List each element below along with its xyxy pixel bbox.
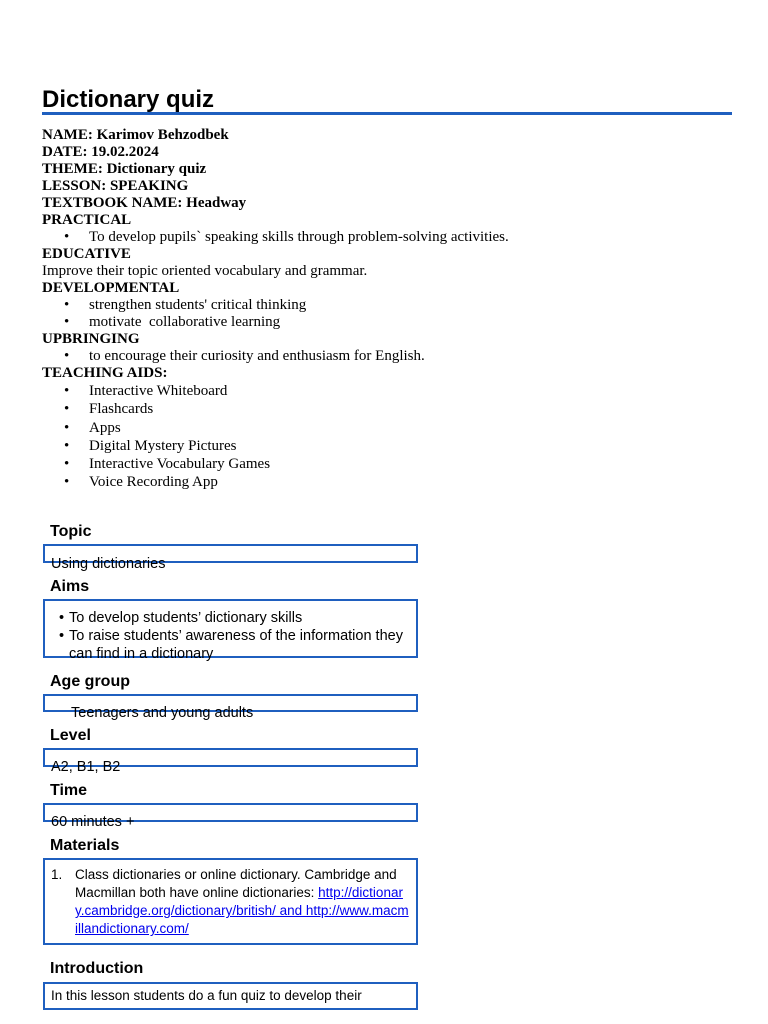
- educative-text: Improve their topic oriented vocabulary and grammar.: [42, 263, 368, 279]
- topic-label: Topic: [50, 523, 92, 540]
- list-number: 1.: [51, 867, 63, 882]
- list-item: • motivate collaborative learning: [89, 314, 732, 331]
- list-item: • strengthen students' critical thinking: [89, 297, 732, 314]
- age-group-box: [43, 694, 418, 721]
- introduction-text: In this lesson students do a fun quiz to develop their: [51, 988, 362, 1003]
- lesson-info: [42, 127, 732, 492]
- practical-heading: PRACTICAL: [42, 212, 132, 228]
- textbook-line: TEXTBOOK NAME: Headway: [42, 195, 247, 211]
- list-item: • Voice Recording App: [89, 473, 732, 491]
- aids-list: [42, 382, 732, 492]
- list-item: • To raise students’ awareness of the information they can find in a dictionary: [69, 627, 410, 663]
- date-line: DATE: 19.02.2024: [42, 144, 159, 160]
- aims-list: [45, 601, 416, 663]
- level-box: [43, 748, 418, 775]
- aims-box: [43, 599, 418, 662]
- list-item: • Flashcards: [89, 400, 732, 418]
- list-item: • To develop students’ dictionary skills: [69, 609, 410, 627]
- materials-list: [45, 860, 416, 938]
- time-label: Time: [50, 782, 88, 799]
- upbringing-heading: UPBRINGING: [42, 331, 140, 347]
- materials-text: Class dictionaries or online dictionary. Cambridge and Macmillan both have online dictionaries:: [75, 867, 397, 900]
- list-item: • to encourage their curiosity and enthusiasm for English.: [89, 348, 732, 365]
- list-item: [51, 866, 410, 938]
- introduction-box: [43, 982, 418, 1010]
- introduction-label: Introduction: [50, 960, 144, 977]
- aims-label: Aims: [50, 578, 90, 595]
- theme-line: THEME: Dictionary quiz: [42, 161, 207, 177]
- age-group-text: Teenagers and young adults: [71, 705, 254, 721]
- list-item: • Apps: [89, 419, 732, 437]
- name-line: NAME: Karimov Behzodbek: [42, 127, 229, 143]
- developmental-heading: DEVELOPMENTAL: [42, 280, 180, 296]
- time-text: 60 minutes +: [51, 814, 135, 830]
- topic-text: Using dictionaries: [51, 556, 166, 572]
- list-item: • Interactive Vocabulary Games: [89, 455, 732, 473]
- age-group-label: Age group: [50, 673, 130, 690]
- materials-box: [43, 858, 418, 945]
- list-item: • To develop pupils` speaking skills through problem-solving activities.: [89, 229, 732, 246]
- developmental-list: [42, 297, 732, 331]
- list-item: • Digital Mystery Pictures: [89, 437, 732, 455]
- lesson-line: LESSON: SPEAKING: [42, 178, 189, 194]
- page-title: Dictionary quiz: [42, 85, 732, 115]
- time-box: [43, 803, 418, 830]
- upbringing-list: [42, 348, 732, 365]
- topic-box: [43, 544, 418, 572]
- dictionary-link[interactable]: http://dictionary.cambridge.org/dictionary/british/ and http://www.macmillandictionary.com/: [75, 885, 409, 936]
- aids-heading: TEACHING AIDS:: [42, 365, 168, 381]
- practical-list: [42, 229, 732, 246]
- materials-label: Materials: [50, 837, 120, 854]
- level-text: A2, B1, B2: [51, 759, 121, 775]
- level-label: Level: [50, 727, 91, 744]
- educative-heading: EDUCATIVE: [42, 246, 131, 262]
- list-item: • Interactive Whiteboard: [89, 382, 732, 400]
